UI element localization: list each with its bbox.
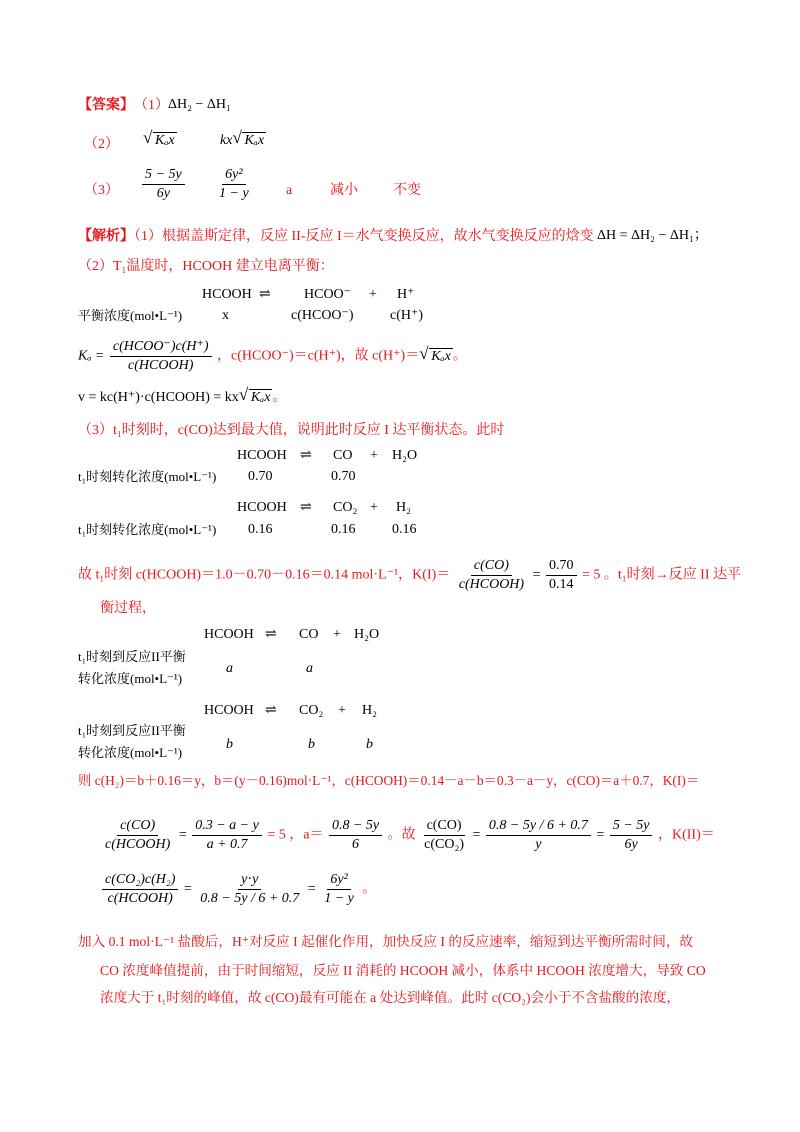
row3-c: 0.16 — [392, 522, 417, 537]
row1-a: x — [222, 308, 229, 323]
eq3-reactant: HCOOH — [237, 500, 287, 515]
analysis-line1: 【解析】（1）根据盖斯定律，反应 II-反应 I＝水气变换反应，故水气变换反应的焓变 — [78, 229, 594, 244]
row5-b: b — [308, 737, 315, 752]
eq5-reactant: HCOOH — [204, 703, 254, 718]
eq4-reactant: HCOOH — [204, 627, 254, 642]
row5-a: b — [226, 737, 233, 752]
row4-label1: t₁时刻到反应II平衡 — [78, 649, 186, 664]
row2-label: t₁时刻转化浓度(mol•L⁻¹) — [78, 469, 217, 484]
answer-part2-a: √ Kₐx — [143, 128, 175, 148]
answer-part2-b: kx √ Kₐx — [220, 128, 265, 148]
eq1-product2: H⁺ — [397, 287, 415, 302]
eq3-arrow: ⇌ — [300, 500, 310, 515]
analysis-para-line1: 加入 0.1 mol·L⁻¹ 盐酸后，H⁺对反应 I 起催化作用，加快反应 I 的反应速率，缩短到达平衡所需时间，故 — [78, 934, 694, 949]
row1-c: c(H⁺) — [390, 308, 424, 323]
answer-tag: 【答案】 — [78, 98, 134, 113]
row4-a: a — [226, 661, 233, 676]
analysis-line1-expr: ΔH = ΔH₂ − ΔH₁； — [597, 228, 708, 243]
analysis-line2: （2）T₁温度时，HCOOH 建立电离平衡： — [78, 259, 334, 274]
answer-part3-b: 减小 — [330, 183, 358, 198]
eq2-product2: H₂O — [392, 448, 418, 463]
analysis-line8: $\frac{\text{c(CO₂)c(H₂)}}{\text{c(HCOOH)}}$ = $\frac{y\cdot y}{0.8 - 5y / 6 + 0.7}$ = $\frac{\text{6y²}}{1 - y}$ 。 — [100, 872, 376, 907]
eq5-plus: + — [338, 703, 346, 718]
analysis-line7: $\frac{c(CO)}{\text{c(HCOOH)}}$ = $\frac{0.3 - a - y}{a + 0.7}$ = 5 ，a＝ $\frac{0.8 - 5y}{6}$ 。故 $\frac{c(CO)}{\text{c(CO₂)}}$ = $\frac{0.8 - 5y / 6 + 0.7}{y}$ = $\frac{5 - 5y}{6y}$ ，K(II)＝ — [105, 818, 715, 852]
ka-line: Kₐ = $\frac{\text{c(HCOO⁻)c(H⁺)}}{\text{c(HCOOH)}}$ ，c(HCOO⁻)＝c(H⁺)，故 c(H⁺)＝ √ Kₐx 。 — [78, 339, 467, 373]
analysis-para-line2: CO 浓度峰值提前，由于时间缩短，反应 II 消耗的 HCOOH 减小，体系中 HCOOH 浓度增大，导致 CO — [100, 963, 706, 978]
eq1-product1: HCOO⁻ — [304, 287, 352, 302]
row3-a: 0.16 — [248, 522, 273, 537]
row5-c: b — [366, 737, 373, 752]
row5-label2: 转化浓度(mol•L⁻¹) — [78, 745, 183, 760]
eq5-product2: H₂ — [362, 703, 377, 718]
answer-part3-frac1: $\frac{5 - 5y}{6y}$ — [140, 167, 187, 202]
row3-b: 0.16 — [331, 522, 356, 537]
eq2-product1: CO — [333, 448, 353, 463]
row4-label2: 转化浓度(mol•L⁻¹) — [78, 671, 183, 686]
eq5-arrow: ⇌ — [265, 703, 275, 718]
analysis-line3: （3）t₁时刻时，c(CO)达到最大值，说明此时反应 I 达平衡状态。此时 — [78, 423, 505, 438]
row4-b: a — [306, 661, 313, 676]
eq4-product2: H₂O — [354, 627, 380, 642]
answer-part3-a: a — [286, 183, 293, 198]
eq1-reactant: HCOOH — [202, 287, 252, 302]
eq5-product1: CO₂ — [299, 703, 324, 718]
answer-part3-label: （3） — [84, 183, 119, 198]
answer-part2-label: （2） — [84, 137, 119, 152]
eq4-plus: + — [333, 627, 341, 642]
answer-part1-expr: ΔH₂ − ΔH₁ — [168, 97, 231, 112]
eq3-plus: + — [370, 500, 378, 515]
row1-b: c(HCOO⁻) — [291, 308, 354, 323]
answer-part1-label: （1） — [134, 98, 169, 113]
eq1-arrow: ⇌ — [259, 287, 269, 302]
row1-label: 平衡浓度(mol•L⁻¹) — [78, 308, 183, 323]
answer-part3-frac2: $\frac{\text{6y²}}{1 - y}$ — [219, 167, 249, 201]
eq4-arrow: ⇌ — [265, 627, 275, 642]
row3-label: t₁时刻转化浓度(mol•L⁻¹) — [78, 522, 217, 537]
analysis-line4: 故 t₁时刻 c(HCOOH)＝1.0－0.70－0.16＝0.14 mol·L⁻¹，K(I)＝ $\frac{c(CO)}{\text{c(HCOOH)}}$ = $\frac{0.70}{0.14}$ = 5 。t₁时刻→反应 II 达平 — [78, 558, 741, 592]
eq2-plus: + — [370, 448, 378, 463]
row2-b: 0.70 — [331, 469, 356, 484]
eq1-plus: + — [369, 287, 377, 302]
row5-label1: t₁时刻到反应II平衡 — [78, 723, 186, 738]
eq2-arrow: ⇌ — [300, 448, 310, 463]
eq2-reactant: HCOOH — [237, 448, 287, 463]
row2-a: 0.70 — [248, 469, 273, 484]
eq3-product1: CO₂ — [333, 500, 358, 515]
answer-part3-c: 不变 — [393, 183, 421, 198]
analysis-para-line3: 浓度大于 t₁时刻的峰值，故 c(CO)最有可能在 a 处达到峰值。此时 c(CO₂)会小于不含盐酸的浓度， — [100, 990, 681, 1005]
eq4-product1: CO — [299, 627, 319, 642]
analysis-line5: 衡过程， — [100, 601, 156, 616]
analysis-line6: 则 c(H₂)＝b＋0.16＝y，b＝(y－0.16)mol·L⁻¹，c(HCOOH)＝0.14－a－b＝0.3－a－y，c(CO)＝a＋0.7，K(I)＝ — [78, 773, 700, 788]
eq3-product2: H₂ — [396, 500, 411, 515]
rate-line: v = kc(H⁺)·c(HCOOH) = kx √ Kₐx 。 — [78, 385, 287, 405]
